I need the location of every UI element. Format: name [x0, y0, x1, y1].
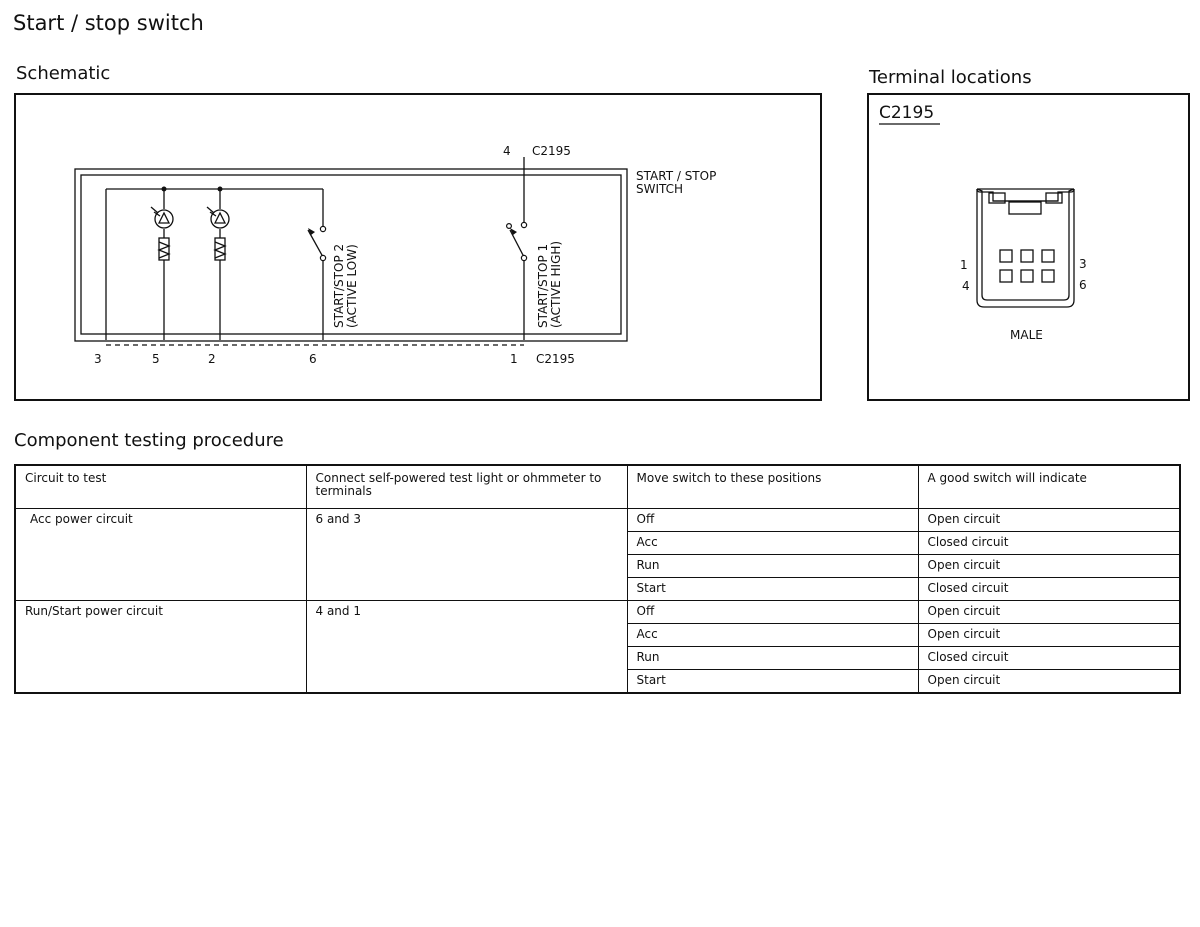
- switch1-label-line1: START/STOP 1: [536, 243, 550, 328]
- position-cell: Start: [627, 578, 918, 601]
- result-cell: Closed circuit: [918, 532, 1180, 555]
- procedure-table: [14, 464, 1181, 694]
- connector-face-diagram: [869, 95, 1188, 399]
- pin-label-3: 3: [1079, 257, 1087, 271]
- result-cell: Open circuit: [918, 509, 1180, 532]
- header-circuit: Circuit to test: [15, 465, 306, 509]
- result-cell: Open circuit: [918, 601, 1180, 624]
- pin-label-4: 4: [962, 279, 970, 293]
- result-cell: Open circuit: [918, 670, 1180, 694]
- bottom-pin-1: 1: [510, 352, 518, 366]
- top-pin-label: 4: [503, 144, 511, 158]
- switch1-label-line2: (ACTIVE HIGH): [549, 240, 563, 328]
- result-cell: Open circuit: [918, 555, 1180, 578]
- terminals-cell: 4 and 1: [306, 601, 627, 694]
- position-cell: Off: [627, 601, 918, 624]
- circuit-cell: Acc power circuit: [15, 509, 306, 601]
- position-cell: Off: [627, 509, 918, 532]
- position-cell: Acc: [627, 624, 918, 647]
- top-connector-label: C2195: [532, 144, 571, 158]
- switch-name-label: START / STOP: [636, 169, 717, 183]
- pin-label-6: 6: [1079, 278, 1087, 292]
- result-cell: Open circuit: [918, 624, 1180, 647]
- schematic-heading: Schematic: [16, 63, 111, 84]
- terminal-locations-panel: [867, 93, 1190, 401]
- table-row: [15, 509, 1180, 532]
- position-cell: Run: [627, 555, 918, 578]
- switch2-label-line1: START/STOP 2: [332, 243, 346, 328]
- procedure-heading: Component testing procedure: [14, 430, 284, 451]
- connector-pin-cavities: [1000, 250, 1054, 282]
- header-indication: A good switch will indicate: [918, 465, 1180, 509]
- connector-id-label: C2195: [879, 103, 935, 123]
- switch-name-label-2: SWITCH: [636, 182, 684, 196]
- connector-gender-label: MALE: [1010, 328, 1043, 342]
- schematic-panel: [14, 93, 822, 401]
- page-title: Start / stop switch: [13, 11, 204, 35]
- bottom-pin-5: 5: [152, 352, 160, 366]
- bottom-pin-3: 3: [94, 352, 102, 366]
- position-cell: Run: [627, 647, 918, 670]
- header-positions: Move switch to these positions: [627, 465, 918, 509]
- terminal-locations-heading: Terminal locations: [869, 67, 1032, 88]
- position-cell: Start: [627, 670, 918, 694]
- circuit-cell: Run/Start power circuit: [15, 601, 306, 694]
- table-header-row: [15, 465, 1180, 509]
- schematic-diagram: [16, 95, 820, 399]
- connector-body: [977, 189, 1074, 307]
- result-cell: Closed circuit: [918, 647, 1180, 670]
- bottom-pin-2: 2: [208, 352, 216, 366]
- table-row: [15, 601, 1180, 624]
- bottom-pin-6: 6: [309, 352, 317, 366]
- header-terminals: Connect self-powered test light or ohmmeter to terminals: [306, 465, 627, 509]
- switch2-label-line2: (ACTIVE LOW): [345, 244, 359, 328]
- result-cell: Closed circuit: [918, 578, 1180, 601]
- bottom-connector-label: C2195: [536, 352, 575, 366]
- pin-label-1: 1: [960, 258, 968, 272]
- terminals-cell: 6 and 3: [306, 509, 627, 601]
- position-cell: Acc: [627, 532, 918, 555]
